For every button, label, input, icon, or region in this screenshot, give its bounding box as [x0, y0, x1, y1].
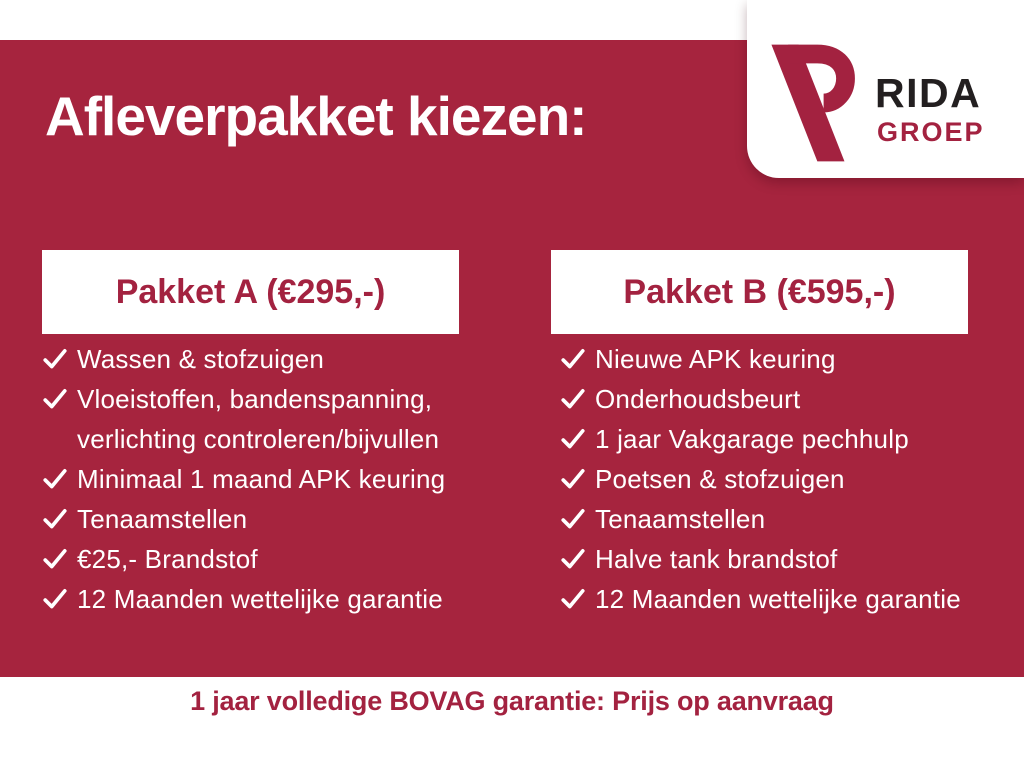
- list-item-continuation: [42, 419, 459, 459]
- list-item-label: 1 jaar Vakgarage pechhulp: [595, 423, 909, 454]
- check-icon: [42, 586, 68, 612]
- brand-subtitle: GROEP: [877, 117, 985, 147]
- page-title: Afleverpakket kiezen:: [45, 85, 587, 147]
- list-item-label: €25,- Brandstof: [77, 543, 258, 574]
- list-item: [42, 499, 459, 539]
- list-item-label: Tenaamstellen: [595, 503, 766, 534]
- package-b-list: [551, 339, 968, 619]
- list-item: [560, 539, 968, 579]
- list-item-label: Minimaal 1 maand APK keuring: [77, 463, 446, 494]
- list-item: [42, 459, 459, 499]
- package-b-column: [551, 250, 968, 619]
- list-item: [560, 419, 968, 459]
- check-icon: [560, 546, 586, 572]
- rida-r-mark-icon: [761, 44, 857, 162]
- footer-guarantee-note: 1 jaar volledige BOVAG garantie: Prijs op aanvraag: [190, 686, 834, 716]
- logo-panel: [747, 0, 1024, 178]
- check-icon: [42, 346, 68, 372]
- check-icon: [560, 386, 586, 412]
- list-item-label: Tenaamstellen: [77, 503, 248, 534]
- check-icon: [42, 386, 68, 412]
- check-icon: [42, 466, 68, 492]
- list-item-label: Onderhoudsbeurt: [595, 383, 801, 414]
- list-item-label: 12 Maanden wettelijke garantie: [595, 583, 961, 614]
- list-item-label: Wassen & stofzuigen: [77, 343, 325, 374]
- list-item: [560, 579, 968, 619]
- list-item: [42, 579, 459, 619]
- check-icon: [560, 466, 586, 492]
- list-item-label: Halve tank brandstof: [595, 543, 838, 574]
- list-item: [560, 499, 968, 539]
- package-a-header: [42, 250, 459, 334]
- package-a-title: Pakket A (€295,-): [115, 272, 386, 311]
- list-item: [42, 339, 459, 379]
- check-icon: [560, 586, 586, 612]
- list-item-label: Poetsen & stofzuigen: [595, 463, 845, 494]
- package-b-title: Pakket B (€595,-): [623, 272, 896, 311]
- list-item: [560, 379, 968, 419]
- list-item-label: Nieuwe APK keuring: [595, 343, 836, 374]
- list-item: [560, 339, 968, 379]
- check-icon: [560, 506, 586, 532]
- package-a-column: [42, 250, 459, 619]
- check-icon: [42, 546, 68, 572]
- list-item: [42, 539, 459, 579]
- check-icon: [560, 346, 586, 372]
- check-icon: [42, 506, 68, 532]
- list-item: [42, 379, 459, 419]
- list-item: [560, 459, 968, 499]
- list-item-label: 12 Maanden wettelijke garantie: [77, 583, 443, 614]
- check-icon: [560, 426, 586, 452]
- list-item-label: Vloeistoffen, bandenspanning,: [77, 383, 433, 414]
- brand-name: RIDA: [875, 70, 982, 116]
- list-item-label: verlichting controleren/bijvullen: [77, 423, 440, 454]
- package-b-header: [551, 250, 968, 334]
- package-a-list: [42, 339, 459, 619]
